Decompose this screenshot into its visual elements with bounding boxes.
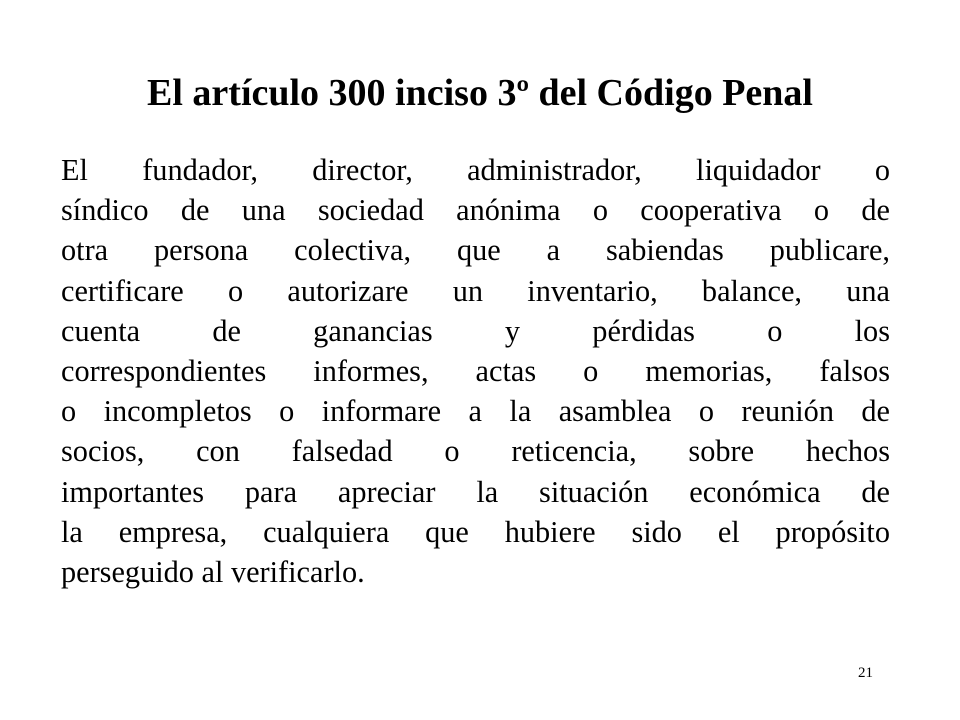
article-text-line: otra persona colectiva, que a sabiendas publicare, xyxy=(61,233,890,268)
article-text xyxy=(61,150,890,592)
article-text-line: correspondientes informes, actas o memorias, falsos xyxy=(61,354,890,389)
article-text-line: socios, con falsedad o reticencia, sobre hechos xyxy=(61,434,890,469)
article-text-line: certificare o autorizare un inventario, balance, una xyxy=(61,273,890,308)
article-text-line: El fundador, director, administrador, liquidador o xyxy=(61,153,890,187)
article-text-line: la empresa, cualquiera que hubiere sido el propósito xyxy=(61,514,890,549)
article-text-line: o incompletos o informare a la asamblea o reunión de xyxy=(61,394,890,429)
slide-title: El artículo 300 inciso 3º del Código Penal xyxy=(147,72,813,114)
article-text-line: importantes para apreciar la situación económica de xyxy=(61,474,890,509)
article-text-line: síndico de una sociedad anónima o cooperativa o de xyxy=(61,193,890,228)
article-text-line: perseguido al verificarlo. xyxy=(61,555,365,590)
page-number: 21 xyxy=(858,665,873,681)
article-text-line: cuenta de ganancias y pérdidas o los xyxy=(61,313,890,348)
